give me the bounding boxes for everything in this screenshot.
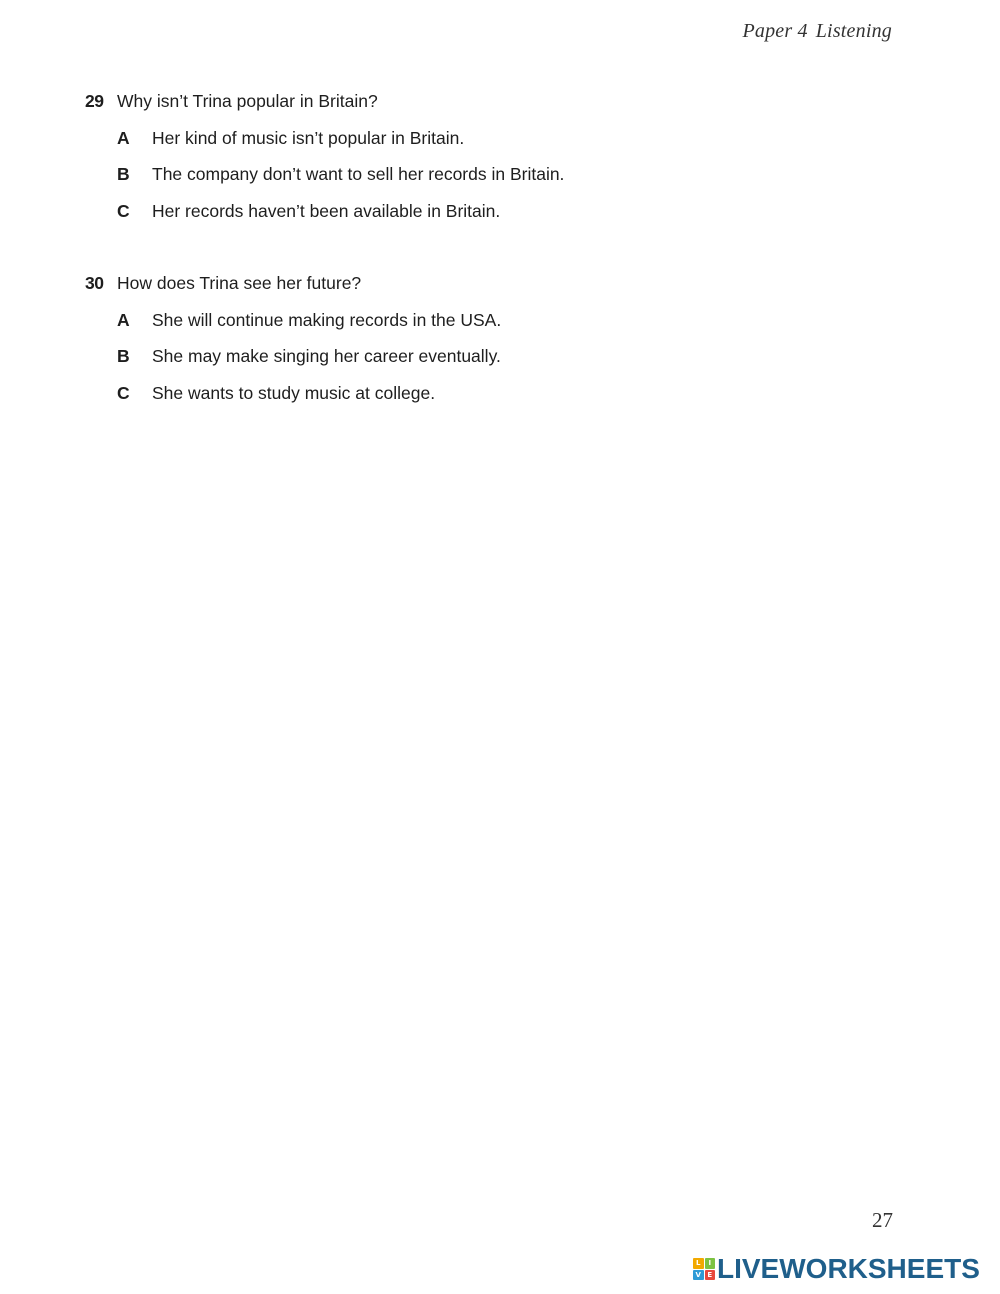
option-c[interactable] — [85, 199, 564, 223]
option-a[interactable] — [85, 126, 564, 150]
question-29 — [85, 89, 564, 223]
option-letter: B — [117, 346, 130, 366]
option-a[interactable] — [85, 308, 501, 332]
brand-name: LIVEWORKSHEETS — [717, 1253, 980, 1284]
question-text: How does Trina see her future? — [117, 273, 362, 293]
liveworksheets-logo-icon — [693, 1258, 715, 1280]
option-list — [85, 308, 501, 405]
liveworksheets-brand[interactable] — [693, 1254, 980, 1284]
logo-letter-v: V — [693, 1270, 704, 1281]
option-b[interactable] — [85, 344, 501, 368]
option-text: Her records haven’t been available in Britain. — [152, 200, 501, 221]
option-c[interactable] — [85, 381, 501, 405]
option-text: She will continue making records in the USA. — [152, 309, 502, 330]
option-list — [85, 126, 564, 223]
question-number: 29 — [85, 91, 104, 111]
option-letter: B — [117, 164, 130, 184]
question-text: Why isn’t Trina popular in Britain? — [117, 91, 378, 111]
logo-letter-e: E — [705, 1270, 716, 1281]
option-letter: A — [117, 309, 130, 330]
option-text: She may make singing her career eventually. — [152, 346, 501, 366]
header-paper: Paper 4 — [742, 20, 808, 42]
option-letter: A — [117, 127, 130, 148]
running-header — [742, 20, 892, 43]
option-text: Her kind of music isn’t popular in Britain. — [152, 127, 465, 148]
option-b[interactable] — [85, 162, 564, 186]
option-letter: C — [117, 382, 130, 403]
option-text: She wants to study music at college. — [152, 382, 436, 403]
option-text: The company don’t want to sell her records in Britain. — [152, 164, 565, 184]
header-section: Listening — [815, 20, 892, 42]
logo-letter-l: L — [693, 1258, 704, 1269]
question-stem — [85, 89, 564, 113]
option-letter: C — [117, 200, 130, 221]
question-stem — [85, 271, 501, 295]
page-number: 27 — [872, 1208, 893, 1232]
question-30 — [85, 271, 501, 405]
question-number: 30 — [85, 273, 104, 293]
logo-letter-i: I — [705, 1258, 716, 1269]
